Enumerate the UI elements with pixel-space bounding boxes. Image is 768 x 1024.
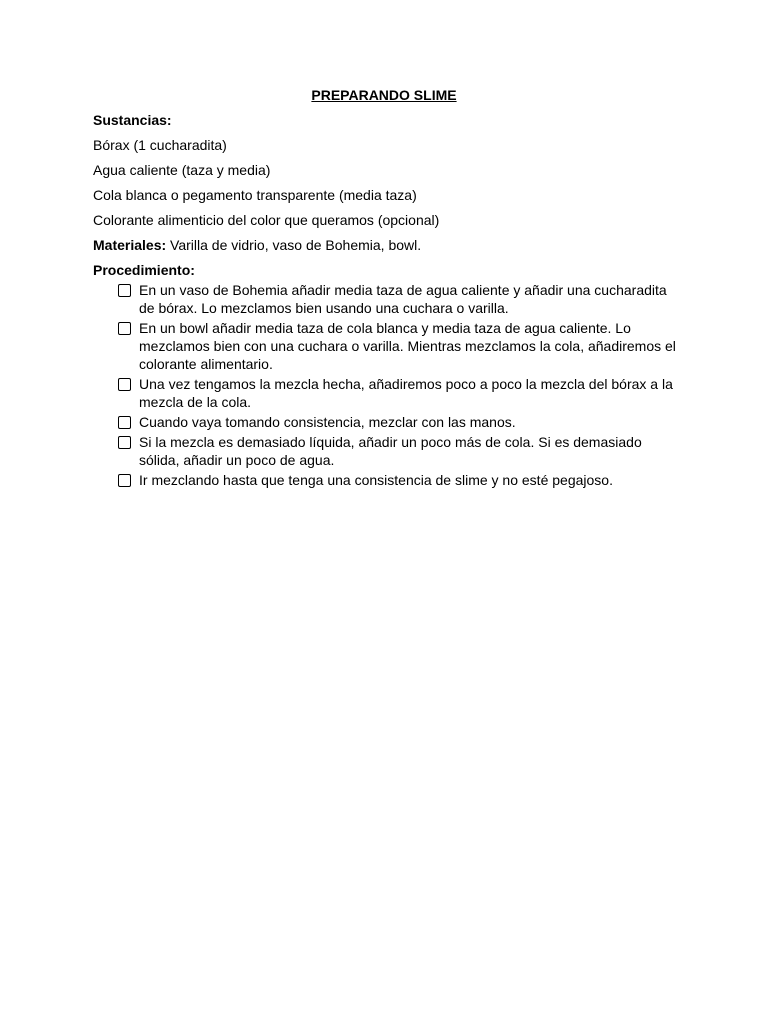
checkbox[interactable]	[118, 378, 131, 391]
checklist-item-text: Ir mezclando hasta que tenga una consistencia de slime y no esté pegajoso.	[139, 472, 613, 488]
checklist-item	[118, 433, 678, 469]
checklist-item-text: En un bowl añadir media taza de cola blanca y media taza de agua caliente. Lo mezclamos bien con una cuchara o varilla. Mientras mezclamos la cola, añadiremos el colorante alimentario.	[139, 320, 676, 372]
materials-line	[93, 237, 421, 254]
materials-text: Varilla de vidrio, vaso de Bohemia, bowl.	[166, 237, 422, 253]
checklist-item	[118, 471, 678, 489]
checkbox[interactable]	[118, 416, 131, 429]
procedure-checklist	[118, 281, 678, 491]
checklist-item-text: Una vez tengamos la mezcla hecha, añadiremos poco a poco la mezcla del bórax a la mezcla de la cola.	[139, 376, 673, 410]
checkbox[interactable]	[118, 436, 131, 449]
checklist-item	[118, 319, 678, 373]
substance-item: Colorante alimenticio del color que queramos (opcional)	[93, 212, 440, 228]
checklist-item	[118, 413, 678, 431]
document-title: PREPARANDO SLIME	[311, 87, 457, 103]
substances-heading: Sustancias:	[93, 112, 172, 128]
substance-item: Agua caliente (taza y media)	[93, 162, 271, 178]
checklist-item-text: Cuando vaya tomando consistencia, mezclar con las manos.	[139, 414, 516, 430]
checklist-item-text: Si la mezcla es demasiado líquida, añadir un poco más de cola. Si es demasiado sólida, añadir un poco de agua.	[139, 434, 642, 468]
checkbox[interactable]	[118, 284, 131, 297]
substance-item: Cola blanca o pegamento transparente (media taza)	[93, 187, 417, 203]
checkbox[interactable]	[118, 322, 131, 335]
checklist-item-text: En un vaso de Bohemia añadir media taza de agua caliente y añadir una cucharadita de bórax. Lo mezclamos bien usando una cuchara o varilla.	[139, 282, 667, 316]
checkbox[interactable]	[118, 474, 131, 487]
checklist-item	[118, 375, 678, 411]
procedure-heading: Procedimiento:	[93, 262, 195, 278]
materials-label: Materiales:	[93, 237, 167, 253]
substance-item: Bórax (1 cucharadita)	[93, 137, 227, 153]
checklist-item	[118, 281, 678, 317]
